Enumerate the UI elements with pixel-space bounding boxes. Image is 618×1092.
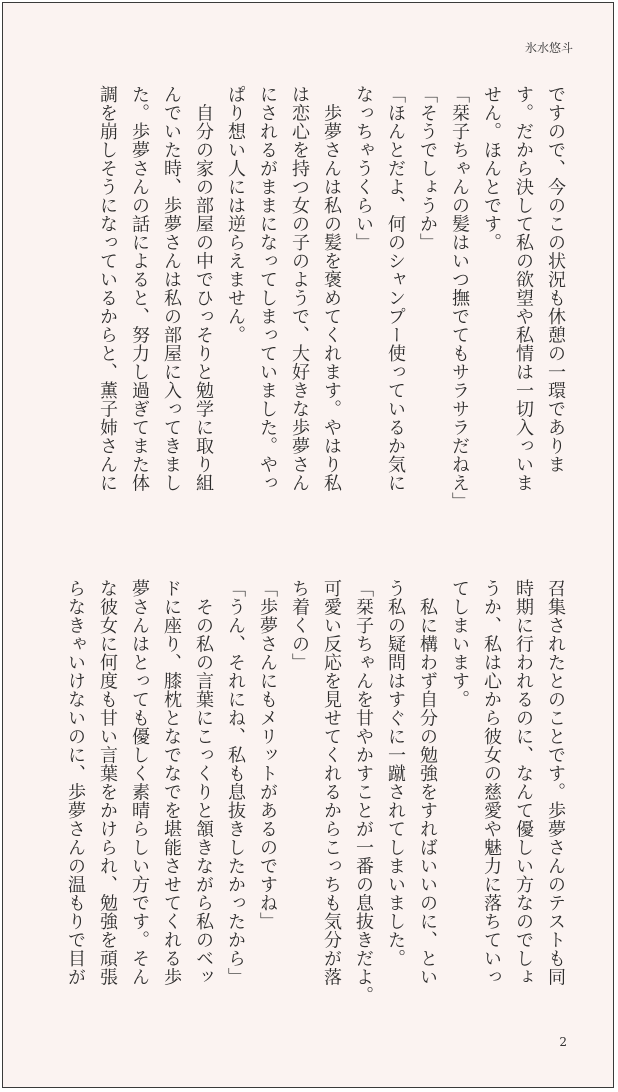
author-name: 氷水悠斗 — [524, 41, 573, 55]
text-line: うか、私は心から彼女の慈愛や魅力に落ちていっ — [481, 579, 502, 986]
text-line: せん。ほんとです。 — [481, 85, 502, 252]
text-line: その私の言葉にこっくりと頷きながら私のベッ — [193, 579, 214, 986]
text-line: 可愛い反応を見せてくれるからこっちも気分が落 — [321, 579, 342, 986]
upper-text-block — [91, 85, 571, 525]
text-line: 調を崩しそうになっているからと、薫子姉さんに — [97, 85, 118, 492]
text-line: は恋心を持つ女の子のようで、大好きな歩夢さん — [289, 85, 310, 492]
text-line: てしまいます。 — [449, 579, 470, 709]
text-line: 私に構わず自分の勉強をすればいいのに、とい — [417, 579, 438, 986]
text-line: 「うん、それにね、私も息抜きしたかったから」 — [225, 579, 246, 986]
lower-text-block — [59, 579, 571, 1019]
text-line: ですので、今のこの状況も休憩の一環でありま — [545, 85, 566, 474]
text-line: 召集されたとのことです。歩夢さんのテストも同 — [545, 579, 566, 986]
text-line: 「ほんとだよ、何のシャンプー使っているか気に — [385, 85, 406, 492]
text-line: ドに座り、膝枕となでなでを堪能させてくれる歩 — [161, 579, 182, 986]
text-line: ち着くの」 — [289, 579, 310, 672]
text-line: にされるがままになってしまっていました。やっ — [257, 85, 278, 492]
text-line: らなきゃいけないのに、歩夢さんの温もりで目が — [65, 579, 86, 986]
text-line: 歩夢さんは私の髪を褒めてくれます。やはり私 — [321, 85, 342, 492]
page-number: 2 — [559, 1035, 567, 1049]
text-line: 「そうでしょうか」 — [417, 85, 438, 252]
text-line: 夢さんはとっても優しく素晴らしい方です。そん — [129, 579, 150, 986]
text-line: 自分の家の部屋の中でひっそりと勉学に取り組 — [193, 85, 214, 492]
text-line: ぱり想い人には逆らえません。 — [225, 85, 246, 344]
text-line: す。だから決して私の欲望や私情は一切入っいま — [513, 85, 534, 492]
text-line: た。歩夢さんの話によると、努力し過ぎてまた体 — [129, 85, 150, 492]
text-line: んでいた時、歩夢さんは私の部屋に入ってきまし — [161, 85, 182, 492]
text-line: 時期に行われるのに、なんて優しい方なのでしょ — [513, 579, 534, 986]
text-line: 「栞子ちゃんを甘やかすことが一番の息抜きだよ。 — [353, 579, 374, 1005]
text-line: な彼女に何度も甘い言葉をかけられ、勉強を頑張 — [97, 579, 118, 986]
text-line: 「栞子ちゃんの髪はいつ撫でてもサラサラだねえ」 — [449, 85, 470, 511]
text-line: なっちゃうくらい」 — [353, 85, 374, 252]
text-line: う私の疑問はすぐに一蹴されてしまいました。 — [385, 579, 406, 968]
text-line: 「歩夢さんにもメリットがあるのですね」 — [257, 579, 278, 931]
page-sheet — [2, 2, 614, 1088]
